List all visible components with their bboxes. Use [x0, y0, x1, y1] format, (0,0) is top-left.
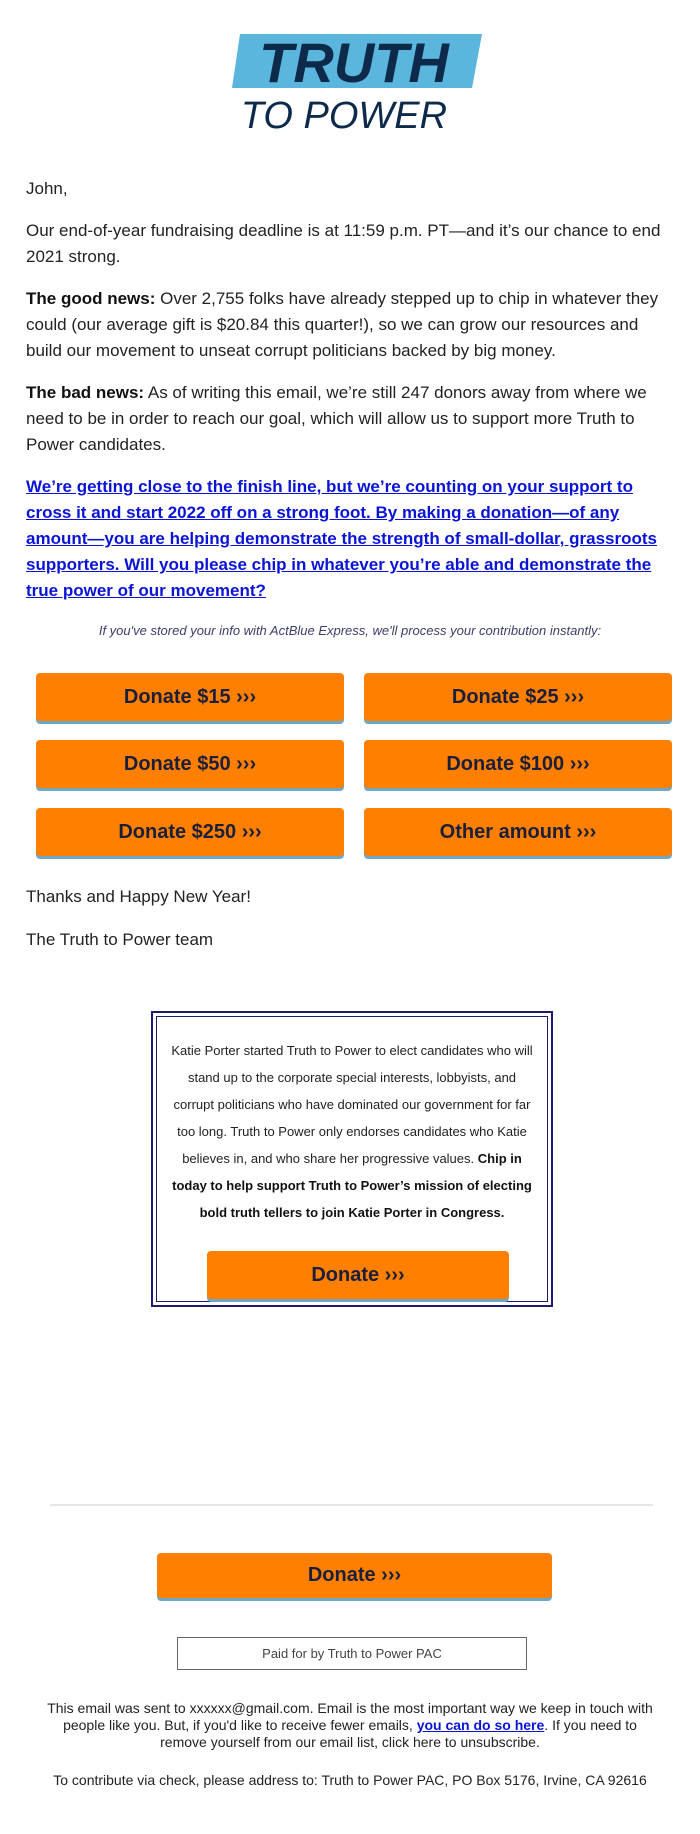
closing-signature	[26, 927, 676, 953]
footer-address: To contribute via check, please address to: Truth to Power PAC, PO Box 5176, Irvine, CA 92616	[53, 1772, 647, 1788]
cta-donation-link[interactable]: We’re getting close to the finish line, but we’re counting on your support to cross it and start 2022 off on a strong foot. By making a donation—of any amount—you are helping demonstrate the strength of small-dollar, grassroots supporters. Will you please chip in whatever you’re able and demonstrate the true power of our movement?	[26, 477, 657, 600]
paragraph-good-news	[26, 286, 676, 364]
box-donate-label: Donate ›››	[311, 1263, 405, 1286]
katie-porter-box-text	[167, 1037, 537, 1226]
truth-to-power-logo	[232, 30, 482, 134]
closing-thanks-text: Thanks and Happy New Year!	[26, 887, 251, 906]
closing-signature-text: The Truth to Power team	[26, 930, 214, 949]
footer-text-part2: . If you need to remove yourself from our email list, click here to unsubscribe.	[160, 1717, 637, 1750]
greeting-text: John,	[26, 179, 68, 198]
donate-50-button[interactable]	[36, 740, 344, 788]
logo-line2: TO POWER	[240, 95, 448, 134]
donate-250-label: Donate $250 ›››	[118, 820, 262, 843]
katie-porter-box-inner	[156, 1016, 548, 1302]
closing-thanks	[26, 884, 676, 910]
donate-100-label: Donate $100 ›››	[446, 752, 590, 775]
cta-paragraph	[26, 474, 676, 604]
actblue-note: If you've stored your info with ActBlue Express, we'll process your contribution instantly:	[98, 623, 602, 638]
donate-100-button[interactable]	[364, 740, 672, 788]
footer-donate-button[interactable]	[157, 1553, 552, 1598]
fewer-emails-link[interactable]: you can do so here	[416, 1717, 545, 1733]
bad-news-text: As of writing this email, we’re still 247 donors away from where we need to be in order to reach our goal, which will allow us to support more Truth to Power candidates.	[26, 383, 647, 454]
katie-porter-box	[151, 1011, 553, 1307]
donate-15-label: Donate $15 ›››	[123, 685, 257, 708]
good-news-text: Over 2,755 folks have already stepped up to chip in whatever they could (our average gift is $20.84 this quarter!), so we can grow our resources and build our movement to unseat corrupt politicians backed by big money.	[26, 289, 659, 360]
donate-other-label: Other amount ›››	[439, 820, 597, 843]
donate-other-button[interactable]	[364, 808, 672, 856]
box-bold-text: Chip in today to help support Truth to Power’s mission of electing bold truth tellers to join Katie Porter in Congress.	[172, 1151, 532, 1220]
box-body-text: Katie Porter started Truth to Power to elect candidates who will stand up to the corporate special interests, lobbyists, and corrupt politicians who have dominated our government for far too long. Truth to Power only endorses candidates who Katie believes in, and who share her progressive values.	[171, 1043, 533, 1166]
donate-250-button[interactable]	[36, 808, 344, 856]
paid-for-disclaimer: Paid for by Truth to Power PAC	[177, 1637, 527, 1670]
paragraph-deadline	[26, 218, 676, 270]
good-news-label: The good news:	[26, 289, 156, 308]
greeting	[26, 176, 676, 202]
donate-15-button[interactable]	[36, 673, 344, 721]
footer-divider	[50, 1504, 653, 1506]
donate-50-label: Donate $50 ›››	[123, 752, 257, 775]
bad-news-label: The bad news:	[26, 383, 145, 402]
donate-25-button[interactable]	[364, 673, 672, 721]
footer-donate-label: Donate ›››	[307, 1564, 402, 1586]
footer-unsubscribe-text	[40, 1700, 660, 1751]
footer-text-part1: This email was sent to xxxxxx@gmail.com. Email is the most important way we keep in touch with people like you. But, if you'd like to receive fewer emails,	[47, 1700, 653, 1733]
box-donate-button[interactable]	[207, 1251, 509, 1299]
paragraph-bad-news	[26, 380, 676, 458]
logo-line1: TRUTH	[259, 31, 449, 94]
donate-25-label: Donate $25 ›››	[451, 685, 585, 708]
paragraph-deadline-text: Our end-of-year fundraising deadline is at 11:59 p.m. PT—and it’s our chance to end 2021 strong.	[26, 221, 661, 266]
